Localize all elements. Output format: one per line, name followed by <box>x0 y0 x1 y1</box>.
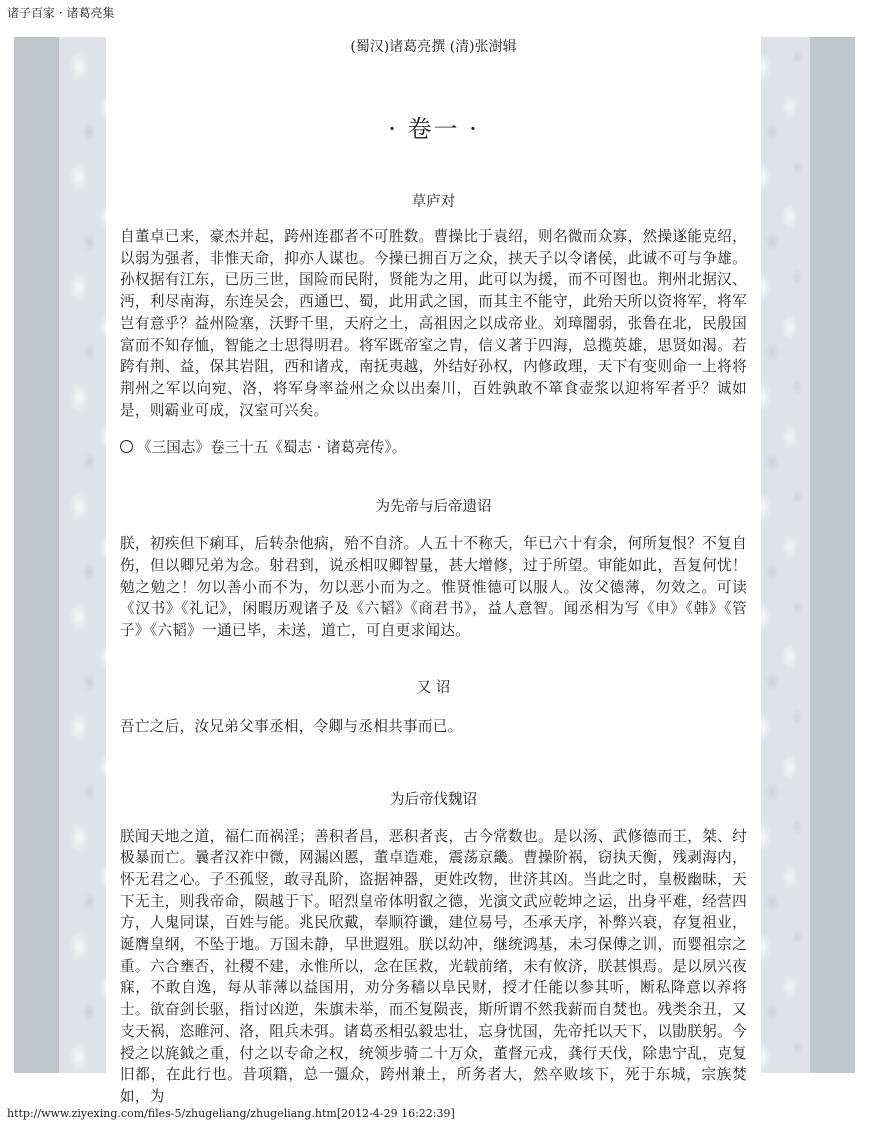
volume-title: · 卷一 · <box>388 115 479 143</box>
source-note-text: 《三国志》卷三十五《蜀志 · 诸葛亮传》。 <box>137 439 407 457</box>
print-footer-url: http://www.ziyexing.com/files-5/zhugeliang/zhugeliang.htm[2012-4-29 16:22:39] <box>7 1107 455 1120</box>
print-header: 诸子百家 · 诸葛亮集 <box>7 6 115 20</box>
section-text-you-zhao: 吾亡之后，汝兄弟父事丞相，令卿与丞相共事而已。 <box>120 717 463 735</box>
section-title-caolu-dui: 草庐对 <box>411 194 456 210</box>
section-title-fa-wei-zhao: 为后帝伐魏诏 <box>390 791 477 808</box>
section-title-yizhao: 为先帝与后帝遗诏 <box>375 499 492 516</box>
section-text-yizhao: 朕，初疾但下痢耳，后转杂他病，殆不自济。人五十不称夭，年已六十有余，何所复恨？不复自伤，但以卿兄弟为念。射君到，说丞相叹卿智量，甚大增修，过于所望。审能如此，吾复何忧！勉之勉之！勿以善小而不为，勿以恶小而为之。惟贤惟德可以服人。汝父德薄，勿效之。可读《汉书》《礼记》，闲暇历观诸子及《六韬》《商君书》，益人意智。闻丞相为写《申》《韩》《管子》《六韬》一通已毕，未送，道亡，可自更求闻达。 <box>120 535 747 640</box>
circle-icon <box>120 440 133 453</box>
section-text-fa-wei-zhao: 朕闻天地之道，福仁而祸淫；善积者昌，恶积者丧，古今常数也。是以汤、武修德而王，桀、纣极暴而亡。曩者汉祚中微，网漏凶慝，董卓造难，震荡京畿。曹操阶祸，窃执天衡，残剥海内，怀无君之心。子丕孤竖，敢寻乱阶，盗据神器，更姓改物，世济其凶。当此之时，皇极幽昧，天下无主，则我帝命，陨越于下。昭烈皇帝体明叡之德，光演文武应乾坤之运，出身平难，经营四方，人鬼同谋，百姓与能。兆民欣戴，奉顺符谶，建位易号，丕承天序，补弊兴衰，存复祖业，诞膺皇纲，不坠于地。万国未静，早世遐殂。朕以幼冲，继统鸿基，未习保傅之训，而婴祖宗之重。六合壅否，社稷不建，永惟所以，念在匡救，光载前绪，未有攸济，朕甚惧焉。是以夙兴夜寐，不敢自逸，每从菲薄以益国用，劝分务穑以阜民财，授才任能以参其听，断私降意以养将士。欲奋剑长驱，指讨凶逆，朱旗未举，而丕复陨丧，斯所谓不然我薪而自焚也。残类余丑，又支天祸，恣睢河、洛，阻兵未弭。诸葛丞相弘毅忠壮，忘身忧国，先帝托以天下，以勖朕躬。今授之以旄鉞之重，付之以专命之权，统领步骑二十万众，董督元戎，龚行天伐，除患宁乱，克复旧都，在此行也。昔项籍，总一彊众，跨州兼土，所务者大，然卒败垓下，死于东城，宗族焚如，为 <box>120 827 747 1105</box>
page-frame <box>14 37 855 1105</box>
section-title-you-zhao: 又 诏 <box>416 679 451 696</box>
document-content <box>106 37 761 1105</box>
section-text-caolu-dui: 自董卓已来，豪杰并起，跨州连郡者不可胜数。曹操比于袁绍，则名微而众寡，然操遂能克绍，以弱为强者，非惟天命，抑亦人谋也。今操已拥百万之众，挟天子以令诸侯，此诚不可与争雄。孙权据有江东，已历三世，国险而民附，贤能为之用，此可以为援，而不可图也。荆州北据汉、沔，利尽南海，东连吴会，西通巴、蜀，此用武之国，而其主不能守，此殆天所以资将军，将军岂有意乎？益州险塞，沃野千里，天府之土，高祖因之以成帝业。刘璋闇弱，张鲁在北，民殷国富而不知存恤，智能之士思得明君。将军既帝室之胄，信义著于四海，总揽英雄，思贤如渴。若跨有荆、益，保其岩阻，西和诸戎，南抚夷越，外结好孙权，内修政理，天下有变则命一上将将荆州之军以向宛、洛，将军身率益州之众以出秦川，百姓孰敢不箪食壶浆以迎将军者乎？诚如是，则霸业可成，汉室可兴矣。 <box>120 228 747 419</box>
book-authors: (蜀汉)诸葛亮撰 (清)张澍辑 <box>350 39 517 55</box>
source-note <box>120 437 747 459</box>
